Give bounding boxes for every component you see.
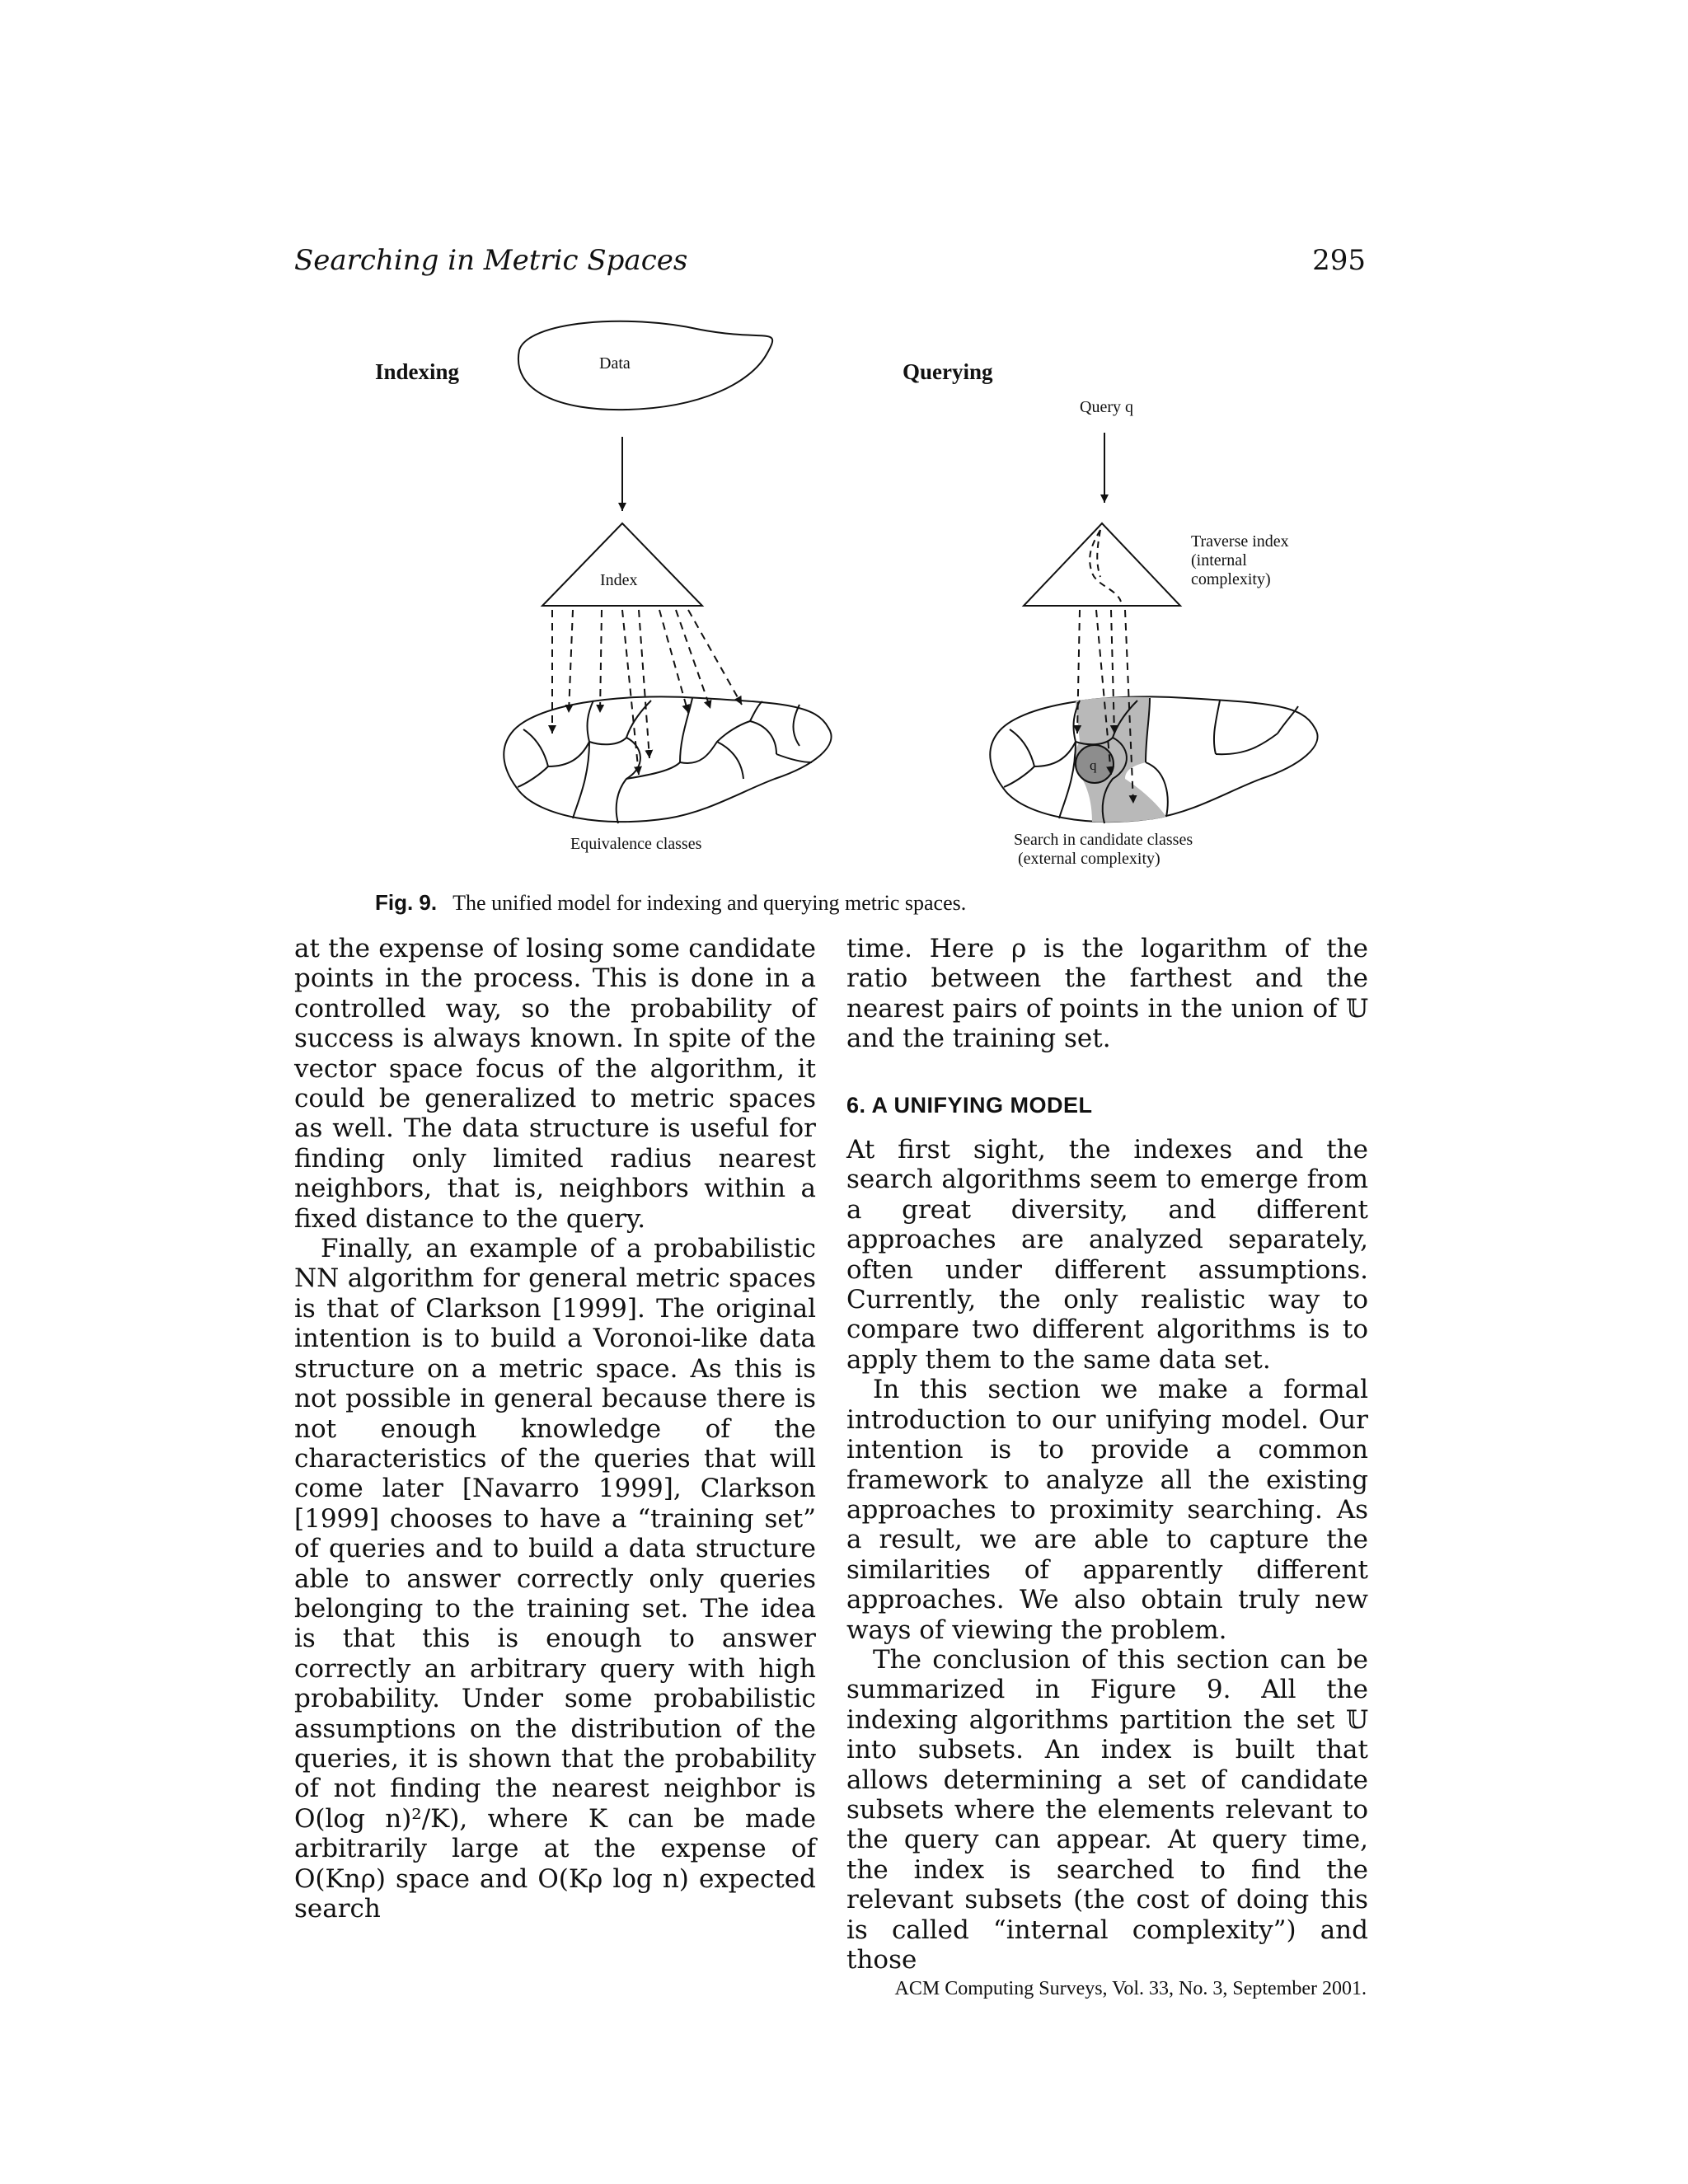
figure-caption: [375, 890, 1364, 916]
search-label-1: Search in candidate classes: [1014, 831, 1193, 849]
section-heading: 6. A UNIFYING MODEL: [846, 1092, 1093, 1118]
dashed-arrows-indexing: [552, 610, 742, 775]
index-triangle: [542, 523, 702, 606]
dashed-arrow: [639, 610, 649, 758]
traverse-path: [1090, 530, 1121, 602]
footer-citation: ACM Computing Surveys, Vol. 33, No. 3, September 2001.: [894, 1978, 1367, 1999]
indexing-label: Indexing: [375, 359, 460, 384]
right-column: [846, 934, 1368, 1975]
right-paragraph-intro: time. Here ρ is the logarithm of the ratio between the farthest and the nearest pairs of points in the union of 𝕌 and the training set.: [846, 934, 1368, 1054]
right-paragraph-3: The conclusion of this section can be summarized in Figure 9. All the indexing algorithms partition the set 𝕌 into subsets. An index is built that allows determining a set of candidate subsets where the elements relevant to the query can appear. At query time, the index is searched to find the relevant subsets (the cost of doing this is called “internal complexity”) and those: [846, 1644, 1368, 1975]
traverse-label-2: (internal: [1191, 551, 1247, 569]
left-paragraph-1: at the expense of losing some candidate points in the process. This is done in a controlled way, so the probability of success is always known. In spite of the vector space focus of the algorithm, it could be generalized to metric spaces as well. The data structure is useful for finding only limited radius nearest neighbors, that is, neighbors within a fixed distance to the query.: [294, 934, 816, 1234]
candidate-classes-blob: [990, 696, 1317, 823]
index-label: Index: [600, 571, 638, 589]
dashed-arrow: [676, 610, 710, 709]
left-paragraph-2: Finally, an example of a probabilistic NN algorithm for general metric spaces is that of Clarkson [1999]. The original intention is to build a Voronoi-like data structure on a metric space. As this is not possible in general because there is not enough knowledge of the characteristics of the queries that will come later [Navarro 1999], Clarkson [1999] chooses to have a “training set” of queries and to build a data structure able to answer correctly only queries belonging to the training set. The idea is that this is enough to answer correctly an arbitrary query with high probability. Under some probabilistic assumptions on the distribution of the queries, it is shown that the probability of not finding the nearest neighbor is O(log n)²/K), where K can be made arbitrarily large at the expense of O(Knρ) space and O(Kρ log n) expected search: [294, 1234, 816, 1924]
running-title: Searching in Metric Spaces: [294, 244, 688, 277]
dashed-arrow: [600, 610, 602, 713]
figure-caption-label: Fig. 9.: [375, 890, 438, 915]
equivalence-label: Equivalence classes: [570, 835, 702, 853]
running-head: [294, 244, 1366, 285]
figure-caption-text: The unified model for indexing and querying metric spaces.: [452, 891, 967, 915]
traverse-label-1: Traverse index: [1191, 532, 1289, 551]
dashed-arrow: [688, 610, 742, 705]
query-point-label: q: [1090, 757, 1097, 773]
data-blob: [518, 321, 772, 410]
data-label: Data: [599, 354, 631, 373]
traverse-label-3: complexity): [1191, 570, 1271, 588]
figure-9: [354, 317, 1343, 886]
left-column: [294, 934, 816, 1924]
search-label-2: (external complexity): [1018, 850, 1160, 868]
page-number: 295: [1312, 244, 1366, 277]
dashed-arrow: [622, 610, 639, 775]
query-label: Query q: [1080, 398, 1133, 416]
query-index-triangle: [1024, 523, 1180, 606]
right-paragraph-1: At first sight, the indexes and the search algorithms seem to emerge from a great diversity, and different approaches are analyzed separately, often under different assumptions. Currently, the only realistic way to compare two different algorithms is to apply them to the same data set.: [846, 1135, 1368, 1375]
figure-diagram: [354, 317, 1343, 886]
dashed-arrow: [569, 610, 573, 713]
right-paragraph-2: In this section we make a formal introduction to our unifying model. Our intention is to provide a common framework to analyze all the existing approaches to proximity searching. As a result, we are able to capture the similarities of apparently different approaches. We also obtain truly new ways of viewing the problem.: [846, 1375, 1368, 1645]
querying-label: Querying: [903, 359, 993, 384]
